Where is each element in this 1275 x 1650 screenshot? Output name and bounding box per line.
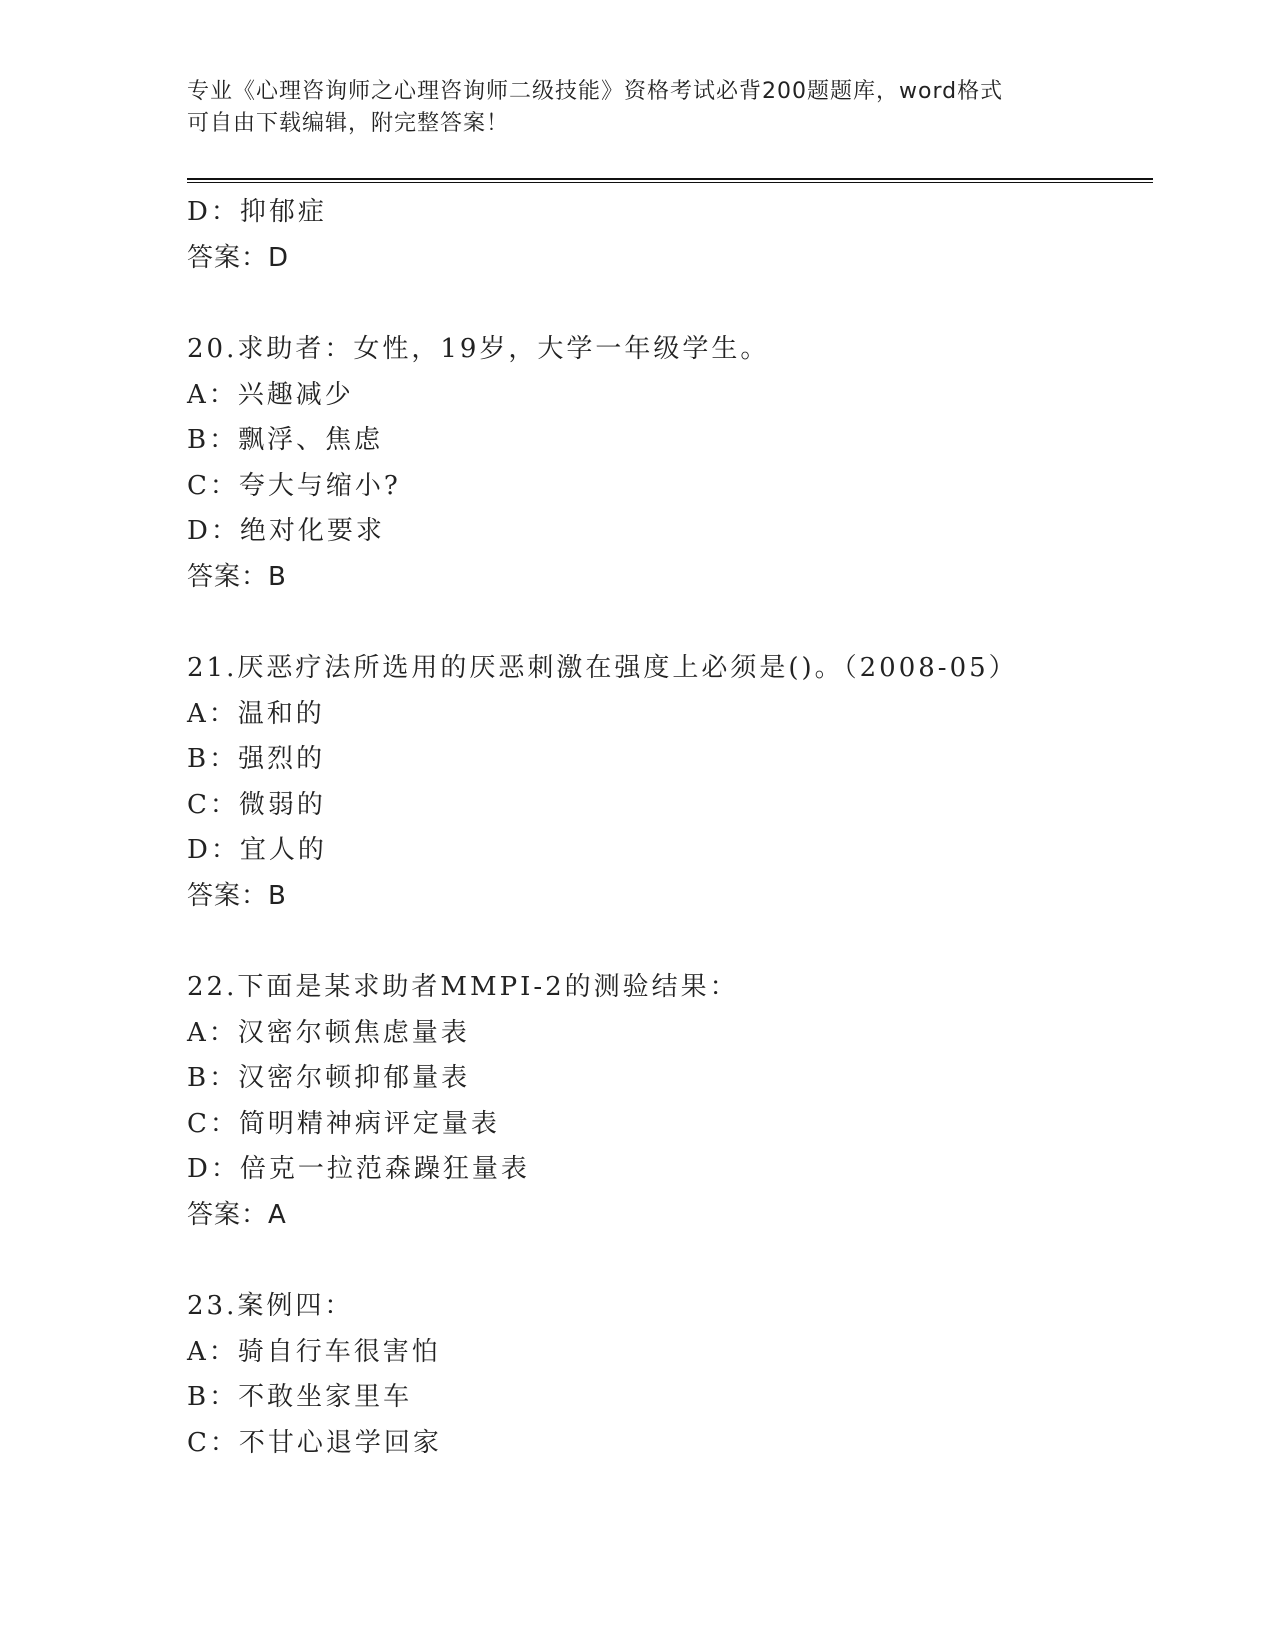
option-c: C：微弱的: [187, 789, 326, 820]
option-b: B：汉密尔顿抑郁量表: [187, 1063, 471, 1093]
answer-line: 答案：D: [187, 242, 290, 273]
question-gap: [187, 1238, 1153, 1284]
header-line-2: 可自由下载编辑，附完整答案！: [187, 111, 510, 136]
answer-line: 答案：A: [187, 1199, 287, 1230]
document-header: [187, 76, 1087, 140]
question-fragment: [187, 190, 1153, 281]
question-gap: [187, 600, 1153, 646]
question-22: [187, 965, 1153, 1238]
option-b: B：强烈的: [187, 744, 326, 774]
question-stem: 22.下面是某求助者MMPI-2的测验结果：: [187, 972, 739, 1002]
option-a: A：骑自行车很害怕: [187, 1336, 441, 1367]
question-stem: 20.求助者：女性，19岁，大学一年级学生。: [187, 334, 770, 364]
option-b: B：不敢坐家里车: [187, 1382, 413, 1412]
question-list: [187, 190, 1153, 1466]
answer-line: 答案：B: [187, 880, 287, 911]
question-stem: 23.案例四：: [187, 1291, 354, 1321]
option-c: C：简明精神病评定量表: [187, 1108, 500, 1139]
option-a: A：汉密尔顿焦虑量表: [187, 1017, 470, 1048]
header-line-1: 专业《心理咨询师之心理咨询师二级技能》资格考试必背200题题库，word格式: [187, 79, 1004, 104]
option-d: D：宜人的: [187, 835, 327, 865]
option-a: A：温和的: [187, 698, 325, 729]
option-d: D：倍克一拉范森躁狂量表: [187, 1154, 530, 1184]
header-divider: [187, 178, 1153, 183]
question-gap: [187, 281, 1153, 327]
option-b: B：飘浮、焦虑: [187, 425, 384, 455]
answer-line: 答案：B: [187, 561, 287, 592]
option-d: D：抑郁症: [187, 197, 327, 227]
question-23: [187, 1284, 1153, 1466]
question-stem: 21.厌恶疗法所选用的厌恶刺激在强度上必须是()。（2008-05）: [187, 653, 1018, 683]
option-c: C：不甘心退学回家: [187, 1427, 442, 1458]
question-20: [187, 327, 1153, 600]
question-gap: [187, 919, 1153, 965]
option-c: C：夸大与缩小?: [187, 470, 401, 501]
option-a: A：兴趣减少: [187, 379, 354, 410]
option-d: D：绝对化要求: [187, 516, 385, 546]
question-21: [187, 646, 1153, 919]
